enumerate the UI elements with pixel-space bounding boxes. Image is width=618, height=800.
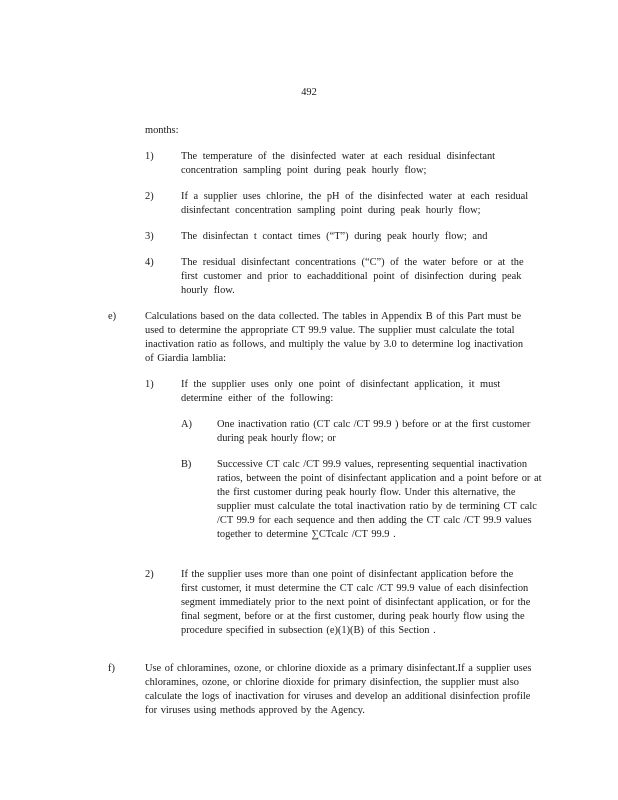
page-number: 492	[301, 87, 317, 98]
f-text: Use of chloramines, ozone, or chlorine dioxide as a primary disinfectant.If a supplier uses chloramines, ozone, or chlorine dioxide for primary disinfection, the supplier must also calculate the logs of inactivation for viruses and develop an additional disinfection profile for viruses using methods approved by the Agency.	[145, 663, 532, 716]
e-item-1-text: If the supplier uses only one point of disinfectant application, it must determine either of the following:	[181, 379, 501, 404]
d-item-3-text: The disinfectan t contact times (“T”) during peak hourly flow; and	[181, 231, 488, 242]
d-item-4-text: The residual disinfectant concentrations (“C”) of the water before or at the first customer and prior to eachadditional point of disinfection during peak hourly flow.	[181, 257, 524, 296]
intro-text: months:	[145, 125, 179, 136]
d-item-4-label: 4)	[145, 257, 154, 268]
e-item-1-b-text: Successive CT calc /CT 99.9 values, representing sequential inactivation ratios, between the point of disinfectant application and a point before or at the first customer during peak hourly flow. Under this alternative, the supplier must calculate the total inactivation ratio by de termining CT calc /CT 99.9 for each sequence and then adding the CT calc /CT 99.9 values together to determine ∑CTcalc /CT 99.9 .	[217, 459, 542, 540]
d-item-1-text: The temperature of the disinfected water at each residual disinfectant concentration sampling point during peak hourly flow;	[181, 151, 496, 176]
e-text: Calculations based on the data collected. The tables in Appendix B of this Part must be used to determine the appropriate CT 99.9 value. The supplier must calculate the total inactivation ratio as follows, and multiply the value by 3.0 to determine log inactivation of Giardia lamblia:	[145, 311, 524, 364]
e-item-1-a-text: One inactivation ratio (CT calc /CT 99.9 ) before or at the first customer during peak hourly flow; or	[217, 419, 531, 444]
d-item-2-text: If a supplier uses chlorine, the pH of the disinfected water at each residual disinfectant concentration sampling point during peak hourly flow;	[181, 191, 529, 216]
e-item-1-a-label: A)	[181, 419, 192, 430]
e-label: e)	[108, 311, 117, 322]
f-label: f)	[108, 663, 115, 674]
e-item-1-label: 1)	[145, 379, 154, 390]
e-item-2-text: If the supplier uses more than one point of disinfectant application before the first customer, it must determine the CT calc /CT 99.9 value of each disinfection segment immediately prior to the next point of disinfectant application, or for the final segment, before or at the first customer, during peak hourly flow using the procedure specified in subsection (e)(1)(B) of this Section .	[181, 569, 531, 636]
e-item-2-label: 2)	[145, 569, 154, 580]
d-item-1-label: 1)	[145, 151, 154, 162]
d-item-3-label: 3)	[145, 231, 154, 242]
d-item-2-label: 2)	[145, 191, 154, 202]
e-item-1-b-label: B)	[181, 459, 192, 470]
